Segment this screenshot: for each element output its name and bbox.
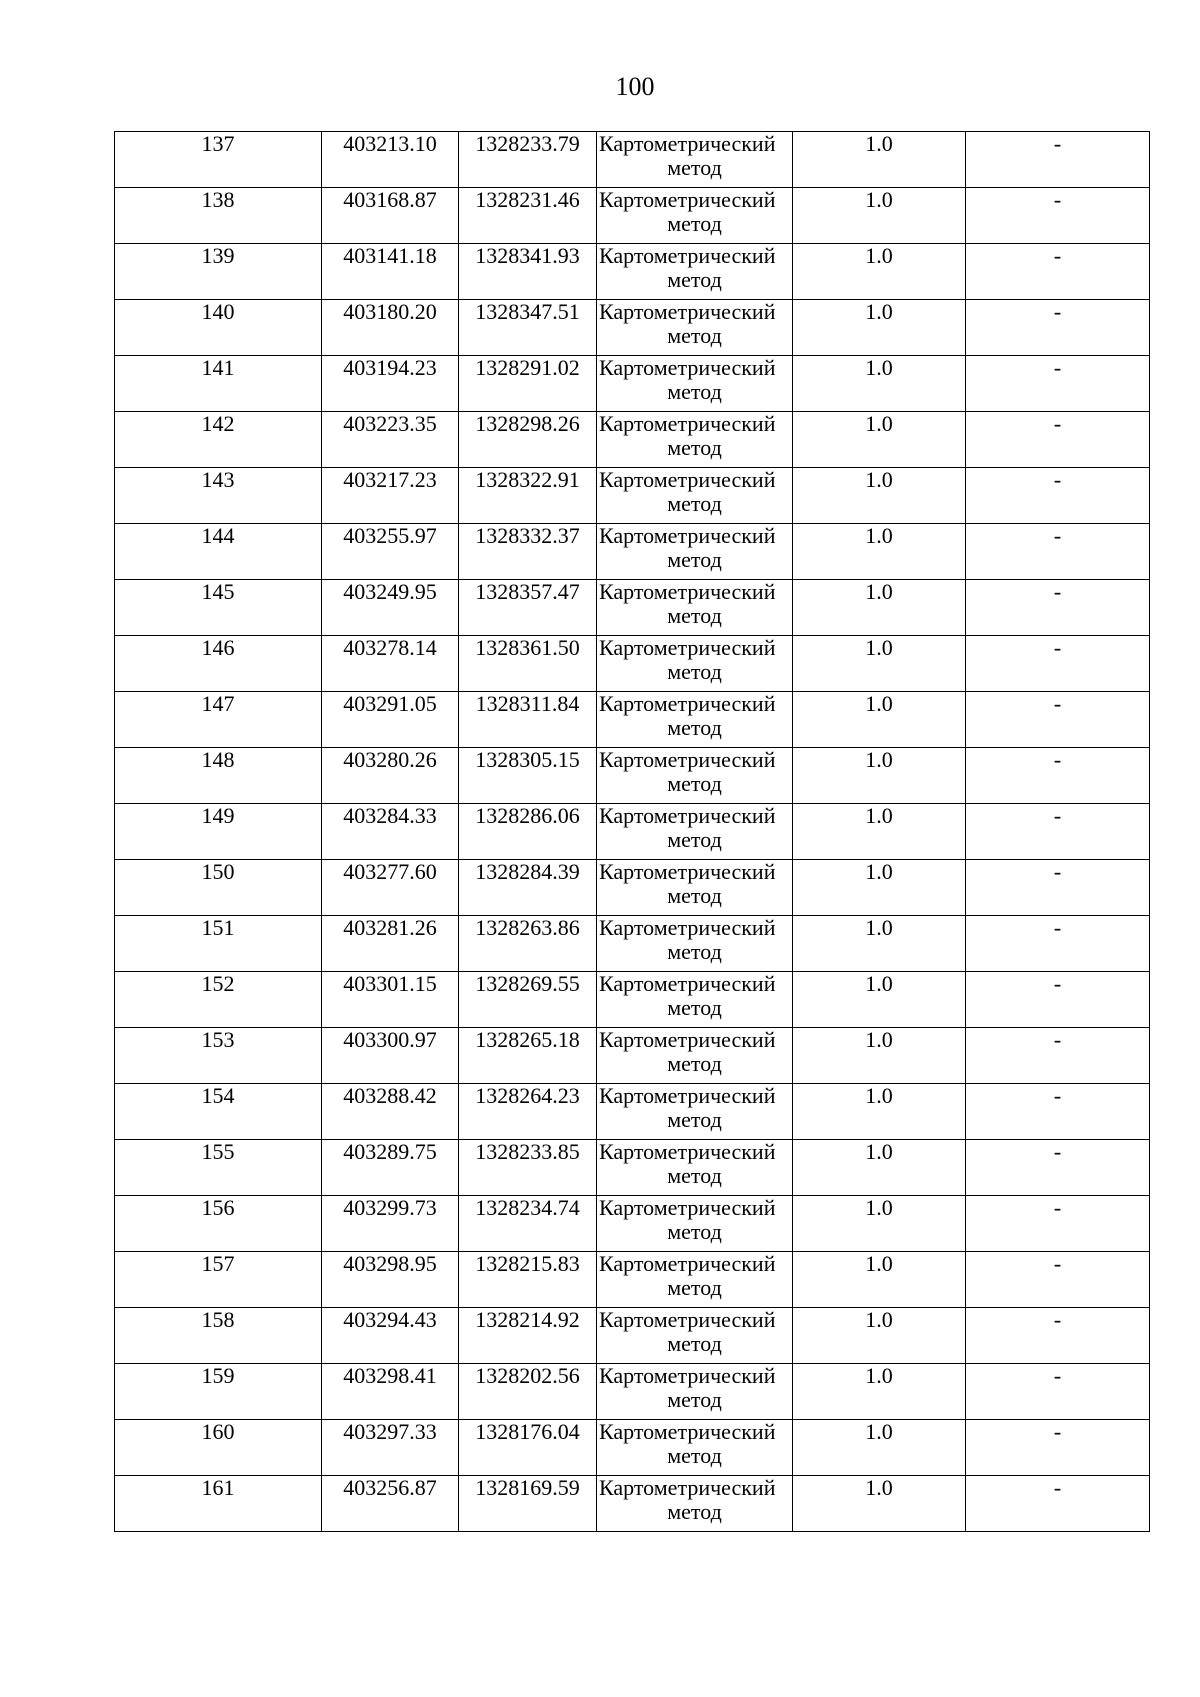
point-number-cell: 145	[115, 580, 322, 636]
coordinates-table	[114, 131, 1150, 1532]
y-coordinate-cell: 1328357.47	[459, 580, 597, 636]
description-cell: -	[966, 692, 1150, 748]
method-cell	[597, 356, 793, 412]
point-number-cell: 157	[115, 1252, 322, 1308]
description-cell: -	[966, 244, 1150, 300]
accuracy-cell: 1.0	[793, 468, 966, 524]
description-cell: -	[966, 748, 1150, 804]
method-cell	[597, 636, 793, 692]
method-line-2: метод	[667, 603, 722, 628]
table-row	[115, 636, 1150, 692]
method-line-2: метод	[667, 1443, 722, 1468]
y-coordinate-cell: 1328347.51	[459, 300, 597, 356]
y-coordinate-cell: 1328361.50	[459, 636, 597, 692]
method-line-2: метод	[667, 1331, 722, 1356]
y-coordinate-cell: 1328291.02	[459, 356, 597, 412]
accuracy-cell: 1.0	[793, 412, 966, 468]
method-line-1: Картометрический	[599, 691, 776, 716]
method-cell	[597, 804, 793, 860]
y-coordinate-cell: 1328264.23	[459, 1084, 597, 1140]
description-cell: -	[966, 1420, 1150, 1476]
x-coordinate-cell: 403291.05	[322, 692, 459, 748]
point-number-cell: 154	[115, 1084, 322, 1140]
description-cell: -	[966, 860, 1150, 916]
method-cell	[597, 1028, 793, 1084]
y-coordinate-cell: 1328202.56	[459, 1364, 597, 1420]
method-cell	[597, 300, 793, 356]
method-line-2: метод	[667, 491, 722, 516]
description-cell: -	[966, 1476, 1150, 1532]
method-cell	[597, 580, 793, 636]
method-line-2: метод	[667, 1219, 722, 1244]
point-number-cell: 138	[115, 188, 322, 244]
point-number-cell: 161	[115, 1476, 322, 1532]
coordinates-table-body	[115, 132, 1150, 1532]
x-coordinate-cell: 403213.10	[322, 132, 459, 188]
method-cell	[597, 1420, 793, 1476]
method-line-1: Картометрический	[599, 1363, 776, 1388]
description-cell: -	[966, 132, 1150, 188]
description-cell: -	[966, 1196, 1150, 1252]
method-line-1: Картометрический	[599, 579, 776, 604]
point-number-cell: 141	[115, 356, 322, 412]
accuracy-cell: 1.0	[793, 692, 966, 748]
accuracy-cell: 1.0	[793, 1364, 966, 1420]
method-line-2: метод	[667, 435, 722, 460]
method-line-2: метод	[667, 1051, 722, 1076]
x-coordinate-cell: 403298.41	[322, 1364, 459, 1420]
x-coordinate-cell: 403194.23	[322, 356, 459, 412]
table-row	[115, 188, 1150, 244]
method-cell	[597, 1196, 793, 1252]
method-line-1: Картометрический	[599, 1195, 776, 1220]
y-coordinate-cell: 1328169.59	[459, 1476, 597, 1532]
description-cell: -	[966, 356, 1150, 412]
table-row	[115, 692, 1150, 748]
description-cell: -	[966, 300, 1150, 356]
table-row	[115, 1420, 1150, 1476]
method-line-1: Картометрический	[599, 1475, 776, 1500]
y-coordinate-cell: 1328265.18	[459, 1028, 597, 1084]
description-cell: -	[966, 1084, 1150, 1140]
x-coordinate-cell: 403217.23	[322, 468, 459, 524]
point-number-cell: 159	[115, 1364, 322, 1420]
method-line-1: Картометрический	[599, 1027, 776, 1052]
accuracy-cell: 1.0	[793, 580, 966, 636]
x-coordinate-cell: 403180.20	[322, 300, 459, 356]
accuracy-cell: 1.0	[793, 188, 966, 244]
method-line-1: Картометрический	[599, 747, 776, 772]
accuracy-cell: 1.0	[793, 1084, 966, 1140]
method-line-2: метод	[667, 211, 722, 236]
accuracy-cell: 1.0	[793, 972, 966, 1028]
method-line-1: Картометрический	[599, 1251, 776, 1276]
x-coordinate-cell: 403294.43	[322, 1308, 459, 1364]
x-coordinate-cell: 403278.14	[322, 636, 459, 692]
description-cell: -	[966, 524, 1150, 580]
method-line-1: Картометрический	[599, 1139, 776, 1164]
x-coordinate-cell: 403255.97	[322, 524, 459, 580]
method-cell	[597, 972, 793, 1028]
point-number-cell: 149	[115, 804, 322, 860]
method-line-1: Картометрический	[599, 1083, 776, 1108]
page-number: 100	[615, 72, 655, 101]
table-row	[115, 1028, 1150, 1084]
table-row	[115, 300, 1150, 356]
x-coordinate-cell: 403297.33	[322, 1420, 459, 1476]
x-coordinate-cell: 403141.18	[322, 244, 459, 300]
table-row	[115, 132, 1150, 188]
method-line-1: Картометрический	[599, 971, 776, 996]
x-coordinate-cell: 403301.15	[322, 972, 459, 1028]
description-cell: -	[966, 412, 1150, 468]
x-coordinate-cell: 403168.87	[322, 188, 459, 244]
point-number-cell: 143	[115, 468, 322, 524]
accuracy-cell: 1.0	[793, 356, 966, 412]
accuracy-cell: 1.0	[793, 1308, 966, 1364]
description-cell: -	[966, 1252, 1150, 1308]
table-row	[115, 468, 1150, 524]
table-row	[115, 804, 1150, 860]
table-row	[115, 748, 1150, 804]
method-line-2: метод	[667, 379, 722, 404]
method-cell	[597, 1476, 793, 1532]
description-cell: -	[966, 1364, 1150, 1420]
y-coordinate-cell: 1328269.55	[459, 972, 597, 1028]
point-number-cell: 152	[115, 972, 322, 1028]
point-number-cell: 153	[115, 1028, 322, 1084]
method-line-1: Картометрический	[599, 523, 776, 548]
x-coordinate-cell: 403249.95	[322, 580, 459, 636]
method-line-2: метод	[667, 995, 722, 1020]
x-coordinate-cell: 403284.33	[322, 804, 459, 860]
y-coordinate-cell: 1328286.06	[459, 804, 597, 860]
table-row	[115, 1252, 1150, 1308]
table-row	[115, 580, 1150, 636]
method-line-1: Картометрический	[599, 859, 776, 884]
method-cell	[597, 916, 793, 972]
method-line-2: метод	[667, 939, 722, 964]
method-line-2: метод	[667, 659, 722, 684]
method-cell	[597, 692, 793, 748]
method-cell	[597, 748, 793, 804]
description-cell: -	[966, 804, 1150, 860]
y-coordinate-cell: 1328214.92	[459, 1308, 597, 1364]
x-coordinate-cell: 403280.26	[322, 748, 459, 804]
accuracy-cell: 1.0	[793, 1140, 966, 1196]
point-number-cell: 158	[115, 1308, 322, 1364]
accuracy-cell: 1.0	[793, 916, 966, 972]
method-cell	[597, 1252, 793, 1308]
description-cell: -	[966, 636, 1150, 692]
method-cell	[597, 188, 793, 244]
point-number-cell: 140	[115, 300, 322, 356]
description-cell: -	[966, 916, 1150, 972]
x-coordinate-cell: 403223.35	[322, 412, 459, 468]
point-number-cell: 148	[115, 748, 322, 804]
table-row	[115, 412, 1150, 468]
y-coordinate-cell: 1328215.83	[459, 1252, 597, 1308]
table-row	[115, 1196, 1150, 1252]
method-line-1: Картометрический	[599, 1419, 776, 1444]
table-row	[115, 356, 1150, 412]
method-cell	[597, 1364, 793, 1420]
method-line-1: Картометрический	[599, 131, 776, 156]
point-number-cell: 150	[115, 860, 322, 916]
y-coordinate-cell: 1328234.74	[459, 1196, 597, 1252]
point-number-cell: 142	[115, 412, 322, 468]
y-coordinate-cell: 1328263.86	[459, 916, 597, 972]
x-coordinate-cell: 403281.26	[322, 916, 459, 972]
accuracy-cell: 1.0	[793, 1196, 966, 1252]
table-row	[115, 916, 1150, 972]
description-cell: -	[966, 1028, 1150, 1084]
point-number-cell: 139	[115, 244, 322, 300]
table-row	[115, 860, 1150, 916]
method-line-2: метод	[667, 1107, 722, 1132]
method-line-1: Картометрический	[599, 803, 776, 828]
accuracy-cell: 1.0	[793, 300, 966, 356]
point-number-cell: 144	[115, 524, 322, 580]
y-coordinate-cell: 1328233.85	[459, 1140, 597, 1196]
table-row	[115, 1364, 1150, 1420]
y-coordinate-cell: 1328305.15	[459, 748, 597, 804]
method-line-1: Картометрический	[599, 299, 776, 324]
y-coordinate-cell: 1328284.39	[459, 860, 597, 916]
description-cell: -	[966, 188, 1150, 244]
method-line-1: Картометрический	[599, 243, 776, 268]
method-line-2: метод	[667, 771, 722, 796]
accuracy-cell: 1.0	[793, 524, 966, 580]
description-cell: -	[966, 1308, 1150, 1364]
method-line-1: Картометрический	[599, 915, 776, 940]
method-cell	[597, 860, 793, 916]
method-cell	[597, 1140, 793, 1196]
y-coordinate-cell: 1328341.93	[459, 244, 597, 300]
point-number-cell: 146	[115, 636, 322, 692]
point-number-cell: 160	[115, 1420, 322, 1476]
method-line-2: метод	[667, 827, 722, 852]
method-cell	[597, 132, 793, 188]
method-cell	[597, 244, 793, 300]
method-cell	[597, 1308, 793, 1364]
table-row	[115, 244, 1150, 300]
method-line-2: метод	[667, 715, 722, 740]
method-line-2: метод	[667, 1387, 722, 1412]
description-cell: -	[966, 1140, 1150, 1196]
accuracy-cell: 1.0	[793, 804, 966, 860]
accuracy-cell: 1.0	[793, 1028, 966, 1084]
accuracy-cell: 1.0	[793, 244, 966, 300]
method-cell	[597, 412, 793, 468]
description-cell: -	[966, 468, 1150, 524]
x-coordinate-cell: 403277.60	[322, 860, 459, 916]
method-line-2: метод	[667, 1499, 722, 1524]
accuracy-cell: 1.0	[793, 860, 966, 916]
point-number-cell: 151	[115, 916, 322, 972]
method-cell	[597, 468, 793, 524]
accuracy-cell: 1.0	[793, 1252, 966, 1308]
point-number-cell: 156	[115, 1196, 322, 1252]
y-coordinate-cell: 1328176.04	[459, 1420, 597, 1476]
accuracy-cell: 1.0	[793, 132, 966, 188]
y-coordinate-cell: 1328311.84	[459, 692, 597, 748]
y-coordinate-cell: 1328298.26	[459, 412, 597, 468]
table-row	[115, 1140, 1150, 1196]
point-number-cell: 155	[115, 1140, 322, 1196]
table-row	[115, 524, 1150, 580]
method-line-2: метод	[667, 547, 722, 572]
method-line-2: метод	[667, 883, 722, 908]
accuracy-cell: 1.0	[793, 1420, 966, 1476]
x-coordinate-cell: 403288.42	[322, 1084, 459, 1140]
y-coordinate-cell: 1328231.46	[459, 188, 597, 244]
description-cell: -	[966, 580, 1150, 636]
method-line-1: Картометрический	[599, 1307, 776, 1332]
accuracy-cell: 1.0	[793, 636, 966, 692]
x-coordinate-cell: 403299.73	[322, 1196, 459, 1252]
method-line-2: метод	[667, 1163, 722, 1188]
method-line-1: Картометрический	[599, 355, 776, 380]
method-line-1: Картометрический	[599, 635, 776, 660]
table-row	[115, 1084, 1150, 1140]
point-number-cell: 137	[115, 132, 322, 188]
method-line-1: Картометрический	[599, 467, 776, 492]
point-number-cell: 147	[115, 692, 322, 748]
x-coordinate-cell: 403300.97	[322, 1028, 459, 1084]
method-line-2: метод	[667, 155, 722, 180]
method-line-2: метод	[667, 267, 722, 292]
accuracy-cell: 1.0	[793, 1476, 966, 1532]
x-coordinate-cell: 403289.75	[322, 1140, 459, 1196]
method-line-2: метод	[667, 1275, 722, 1300]
method-cell	[597, 1084, 793, 1140]
description-cell: -	[966, 972, 1150, 1028]
x-coordinate-cell: 403256.87	[322, 1476, 459, 1532]
y-coordinate-cell: 1328332.37	[459, 524, 597, 580]
method-line-2: метод	[667, 323, 722, 348]
method-line-1: Картометрический	[599, 187, 776, 212]
y-coordinate-cell: 1328233.79	[459, 132, 597, 188]
x-coordinate-cell: 403298.95	[322, 1252, 459, 1308]
accuracy-cell: 1.0	[793, 748, 966, 804]
table-row	[115, 1308, 1150, 1364]
method-line-1: Картометрический	[599, 411, 776, 436]
table-row	[115, 972, 1150, 1028]
table-row	[115, 1476, 1150, 1532]
method-cell	[597, 524, 793, 580]
y-coordinate-cell: 1328322.91	[459, 468, 597, 524]
